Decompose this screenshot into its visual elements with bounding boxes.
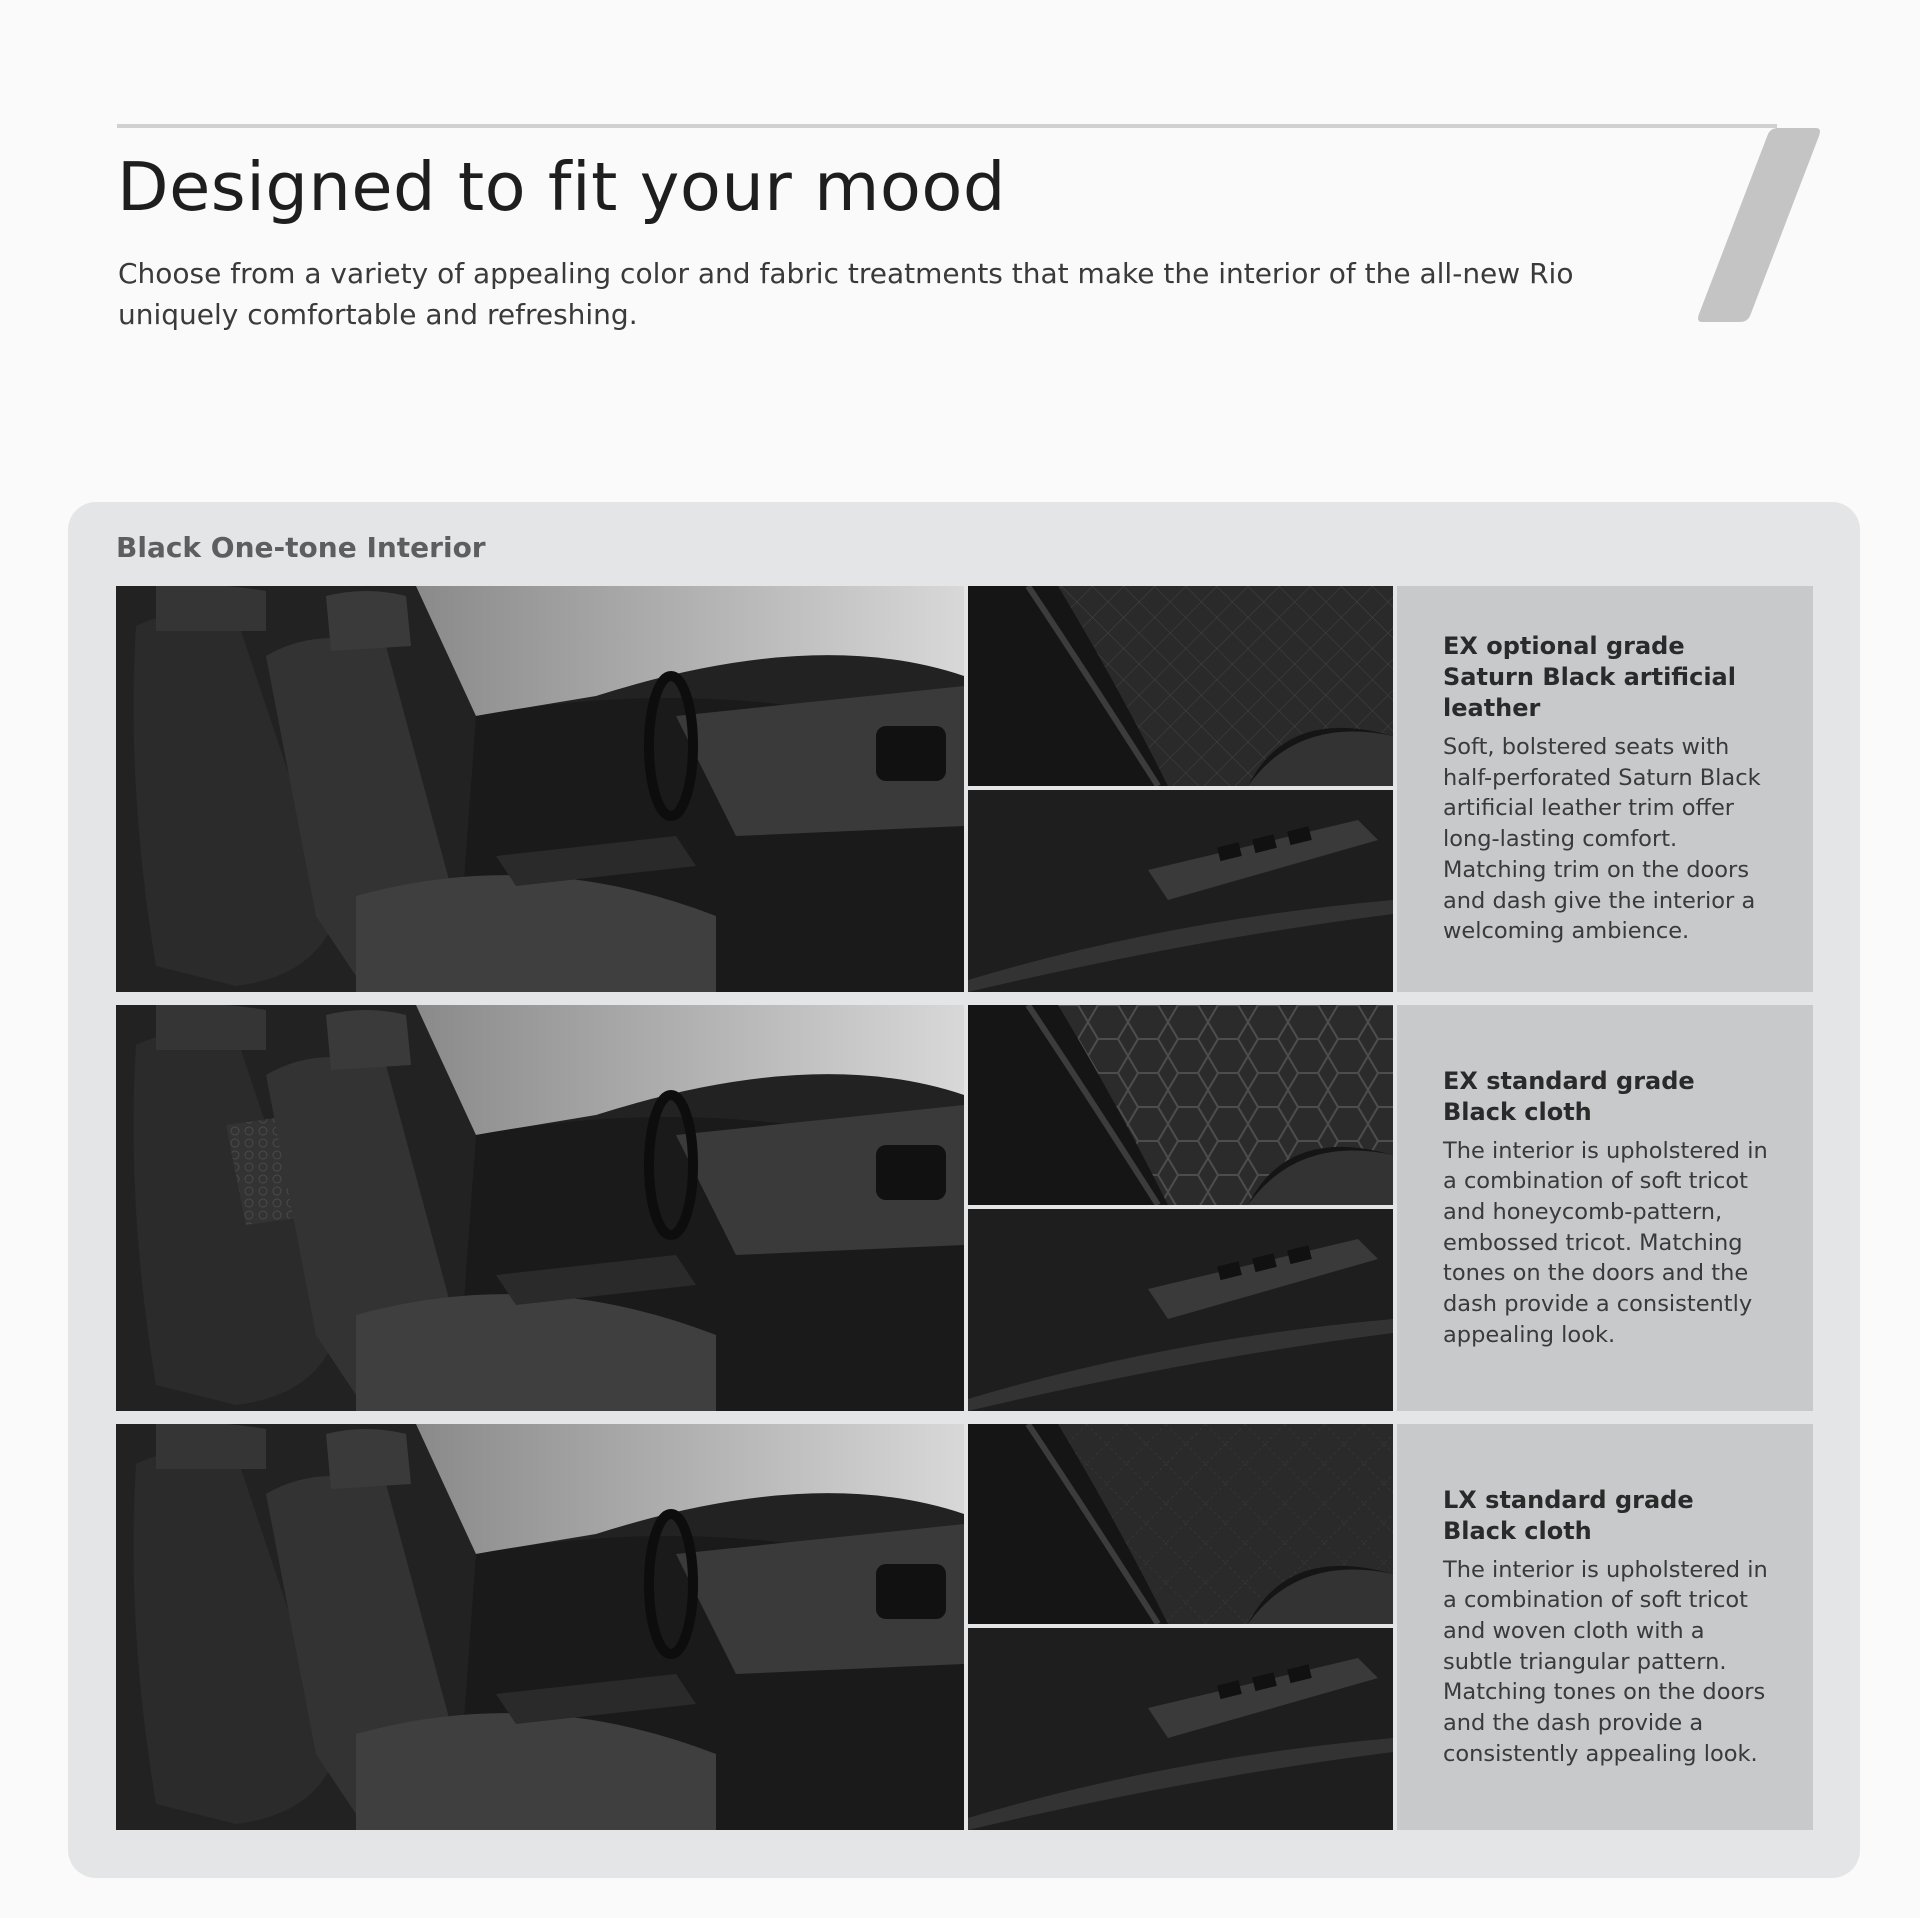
option-description: The interior is upholstered in a combination of soft tricot and honeycomb-pattern, embossed tricot. Matching tones on the doors and the dash provide a consistently appealing look.	[1443, 1137, 1768, 1348]
cabin-photo-illustration	[116, 1424, 964, 1830]
cabin-photo-illustration	[116, 1005, 964, 1411]
seat-detail-photo	[968, 1424, 1393, 1624]
decorative-slash	[1670, 124, 1820, 324]
interior-option-row	[116, 586, 1813, 992]
seat-detail-photo	[968, 1005, 1393, 1205]
interior-option-row	[116, 1005, 1813, 1411]
door-panel-illustration	[968, 1628, 1393, 1830]
header-rule	[117, 124, 1777, 128]
option-title: EX optional grade Saturn Black artificial leather	[1443, 632, 1736, 723]
interior-option-row	[116, 1424, 1813, 1830]
intro-paragraph: Choose from a variety of appealing color and fabric treatments that make the interior of the all-new Rio uniquely comfortable and refreshing.	[118, 257, 1574, 331]
option-info-panel	[1397, 586, 1813, 992]
option-description: Soft, bolstered seats with half-perforated Saturn Black artificial leather trim offer long-lasting comfort. Matching trim on the doors and dash give the interior a welcoming ambience.	[1443, 734, 1761, 945]
option-info-panel	[1397, 1424, 1813, 1830]
cabin-photo	[116, 1424, 964, 1830]
seat-texture-illustration	[968, 586, 1393, 786]
section-title: Black One-tone Interior	[116, 531, 486, 564]
page-title: Designed to fit your mood	[117, 148, 1006, 226]
door-detail-photo	[968, 1209, 1393, 1411]
seat-texture-illustration	[968, 1005, 1393, 1205]
cabin-photo	[116, 586, 964, 992]
door-detail-photo	[968, 1628, 1393, 1830]
seat-detail-photo	[968, 586, 1393, 786]
seat-texture-illustration	[968, 1424, 1393, 1624]
option-title: LX standard grade Black cloth	[1443, 1485, 1694, 1545]
option-title: EX standard grade Black cloth	[1443, 1066, 1695, 1126]
option-description: The interior is upholstered in a combination of soft tricot and woven cloth with a subtle triangular pattern. Matching tones on the doors and the dash provide a consistently appealing look.	[1443, 1556, 1768, 1767]
cabin-photo-illustration	[116, 586, 964, 992]
door-detail-photo	[968, 790, 1393, 992]
cabin-photo	[116, 1005, 964, 1411]
door-panel-illustration	[968, 1209, 1393, 1411]
option-info-panel	[1397, 1005, 1813, 1411]
door-panel-illustration	[968, 790, 1393, 992]
